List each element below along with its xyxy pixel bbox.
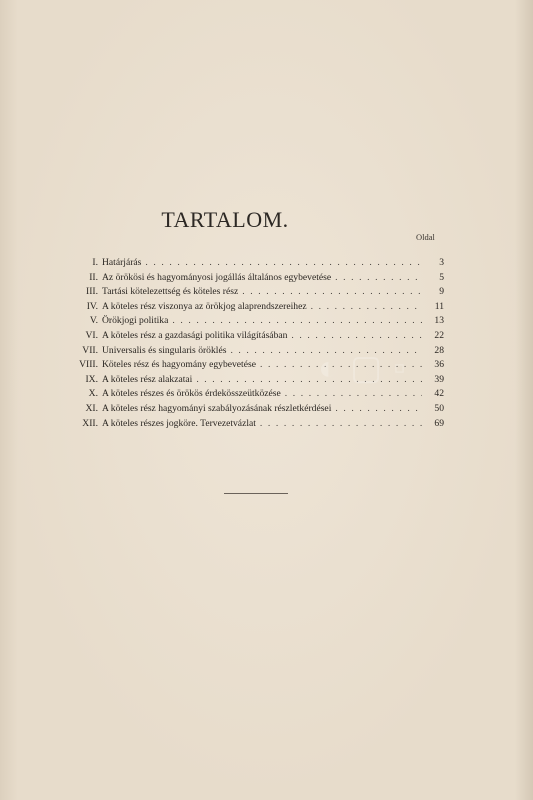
toc-entry-number: I. bbox=[92, 257, 98, 268]
toc-entry-label: A köteles részes és örökös érdekösszeütközése bbox=[102, 388, 281, 400]
toc-entry-page: 11 bbox=[434, 300, 444, 312]
dot-leader bbox=[242, 286, 422, 297]
toc-entry-page: 39 bbox=[434, 373, 444, 385]
dot-leader bbox=[335, 403, 422, 414]
toc-entry-number: VI. bbox=[85, 329, 98, 341]
toc-entry-label: A köteles rész hagyományi szabályozásának részletkérdései bbox=[102, 402, 332, 414]
toc-entry-number: VII. bbox=[82, 344, 98, 356]
toc-entry bbox=[74, 301, 444, 316]
toc-entry-page: 13 bbox=[434, 315, 444, 327]
toc-entry-page: 5 bbox=[439, 271, 444, 283]
toc-entry-label: A köteles részes jogköre. Tervezetvázlat bbox=[102, 417, 256, 429]
toc-entry bbox=[74, 272, 444, 287]
dot-leader bbox=[285, 388, 422, 399]
toc-entry-page: 50 bbox=[434, 402, 444, 414]
toc-entry bbox=[74, 418, 444, 433]
toc-entry-number: X. bbox=[88, 388, 98, 400]
page-column-label: Oldal bbox=[416, 232, 435, 242]
toc-entry bbox=[74, 286, 444, 301]
toc-entry-page: 42 bbox=[434, 388, 444, 400]
dot-leader bbox=[145, 257, 422, 268]
table-of-contents bbox=[74, 257, 444, 432]
toc-entry-label: Köteles rész és hagyomány egybevetése bbox=[102, 359, 256, 371]
toc-entry-number: XII. bbox=[82, 417, 98, 429]
dot-leader bbox=[311, 301, 422, 312]
toc-entry-page: 28 bbox=[434, 344, 444, 356]
toc-entry bbox=[74, 330, 444, 345]
toc-entry-page: 22 bbox=[434, 329, 444, 341]
dot-leader bbox=[291, 330, 422, 341]
toc-entry-page: 9 bbox=[439, 286, 444, 298]
toc-entry-number: VIII. bbox=[79, 359, 98, 371]
toc-entry bbox=[74, 257, 444, 272]
toc-entry bbox=[74, 315, 444, 330]
toc-entry-number: II. bbox=[89, 271, 98, 283]
toc-entry-number: III. bbox=[86, 286, 98, 298]
toc-entry-label: Tartási kötelezettség és köteles rész bbox=[102, 286, 239, 298]
dot-leader bbox=[335, 272, 422, 283]
antikvarium-watermark-icon: ◐ ▢ ▫ bbox=[318, 349, 407, 387]
page-title: TARTALOM. bbox=[161, 207, 289, 232]
toc-entry bbox=[74, 388, 444, 403]
toc-entry-label: A köteles rész a gazdasági politika világításában bbox=[102, 329, 288, 341]
toc-entry-label: A köteles rész viszonya az örökjog alaprendszereihez bbox=[102, 300, 307, 312]
toc-entry-number: V. bbox=[89, 315, 98, 327]
toc-entry-label: Határjárás bbox=[102, 257, 142, 268]
toc-entry-number: IX. bbox=[85, 373, 98, 385]
toc-entry-page: 3 bbox=[439, 257, 444, 268]
toc-entry-label: Az örökösi és hagyományosi jogállás általános egybevetése bbox=[102, 271, 332, 283]
toc-entry-number: IV. bbox=[86, 300, 98, 312]
dot-leader bbox=[260, 418, 422, 429]
dot-leader bbox=[172, 315, 422, 326]
toc-entry-label: A köteles rész alakzatai bbox=[102, 373, 193, 385]
section-divider bbox=[224, 493, 288, 494]
toc-entry bbox=[74, 403, 444, 418]
toc-entry-page: 69 bbox=[434, 417, 444, 429]
toc-entry-label: Universalis és singularis öröklés bbox=[102, 344, 227, 356]
toc-entry-label: Örökjogi politika bbox=[102, 315, 169, 327]
toc-entry-number: XI. bbox=[85, 402, 98, 414]
toc-entry-page: 36 bbox=[434, 359, 444, 371]
